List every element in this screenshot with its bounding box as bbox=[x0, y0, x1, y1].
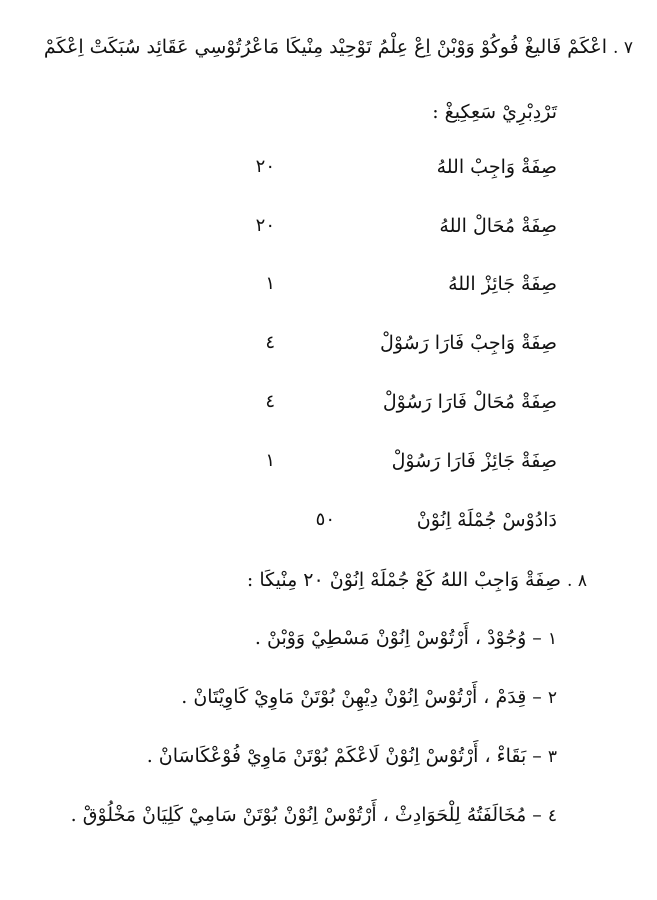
item8-heading: صِفَةْ وَاجِبْ اللهُ كَعْ جُمْلَهْ اِنُوْنْ ٢٠ مِنْيكَا : bbox=[246, 569, 561, 591]
sifat-row-label: صِفَةْ مُحَالْ فَارَا رَسُوْلْ bbox=[382, 391, 557, 413]
list-item bbox=[181, 682, 557, 713]
list-item-text: – مُخَالَفَتُهُ لِلْحَوَادِثْ ، أَرْتُوْسْ اِنُوْنْ بُوْتَنْ سَامِيْ كَلِيَانْ مَخْلُوْقْ . bbox=[70, 804, 542, 826]
item7-line2: تَرْدِبْرِيْ سَعِكِيغْ : bbox=[432, 101, 557, 123]
item7-text: اعْكَمْ فَاليغْ فُوكُوْ وَوْبْنْ اِعْ عِلْمُ تَوْحِيْد مِنْيكَا مَاعْرُتُوْسِي عَقَائِد سُبَكَتْ اِعْكَمْ bbox=[43, 36, 607, 58]
sifat-row-label: صِفَةْ وَاجِبْ فَارَا رَسُوْلْ bbox=[380, 332, 557, 354]
sifat-row-label: صِفَةْ جَائِزْ فَارَا رَسُوْلْ bbox=[391, 450, 557, 472]
sifat-row-count: ٢٠ bbox=[255, 156, 275, 177]
sifat-row-count: ١ bbox=[265, 450, 275, 471]
list-item bbox=[71, 800, 557, 831]
total-count: ٥٠ bbox=[315, 509, 335, 530]
sifat-row-count: ٤ bbox=[265, 391, 275, 412]
item8-heading-line bbox=[247, 565, 587, 596]
sifat-row-label: صِفَةْ جَائِزْ اللهُ bbox=[448, 273, 557, 295]
list-item bbox=[255, 623, 557, 654]
sifat-row-count: ٢٠ bbox=[255, 215, 275, 236]
item7-number: ٧ . bbox=[613, 38, 633, 58]
total-label: دَادُوْسْ جُمْلَهْ اِنُوْنْ bbox=[416, 509, 557, 531]
list-item-number: ٢ bbox=[547, 688, 557, 708]
sifat-row-count: ٤ bbox=[265, 332, 275, 353]
sifat-row-label: صِفَةْ وَاجِبْ اللهُ bbox=[436, 156, 557, 178]
list-item-number: ٤ bbox=[547, 806, 557, 826]
item8-number: ٨ . bbox=[567, 571, 587, 591]
list-item-text: – وُجُوْدْ ، أَرْتُوْسْ اِنُوْنْ مَسْطِيْ وَوْبْنْ . bbox=[254, 627, 542, 649]
list-item-number: ٣ bbox=[547, 747, 557, 767]
list-item-text: – بَقَاءْ ، أَرْتُوْسْ اِنُوْنْ لَاعْكَمْ بُوْتَنْ مَاوِيْ فُوْعْكَاسَانْ . bbox=[146, 745, 542, 767]
item7-line1 bbox=[44, 32, 633, 63]
sifat-row-count: ١ bbox=[265, 273, 275, 294]
list-item-text: – قِدَمْ ، أَرْتُوْسْ اِنُوْنْ دِيْهِنْ بُوْتَنْ مَاوِيْ كَاوِيْتَانْ . bbox=[181, 686, 542, 708]
sifat-row-label: صِفَةْ مُحَالْ اللهُ bbox=[439, 215, 557, 237]
list-item-number: ١ bbox=[547, 629, 557, 649]
list-item bbox=[147, 741, 557, 772]
